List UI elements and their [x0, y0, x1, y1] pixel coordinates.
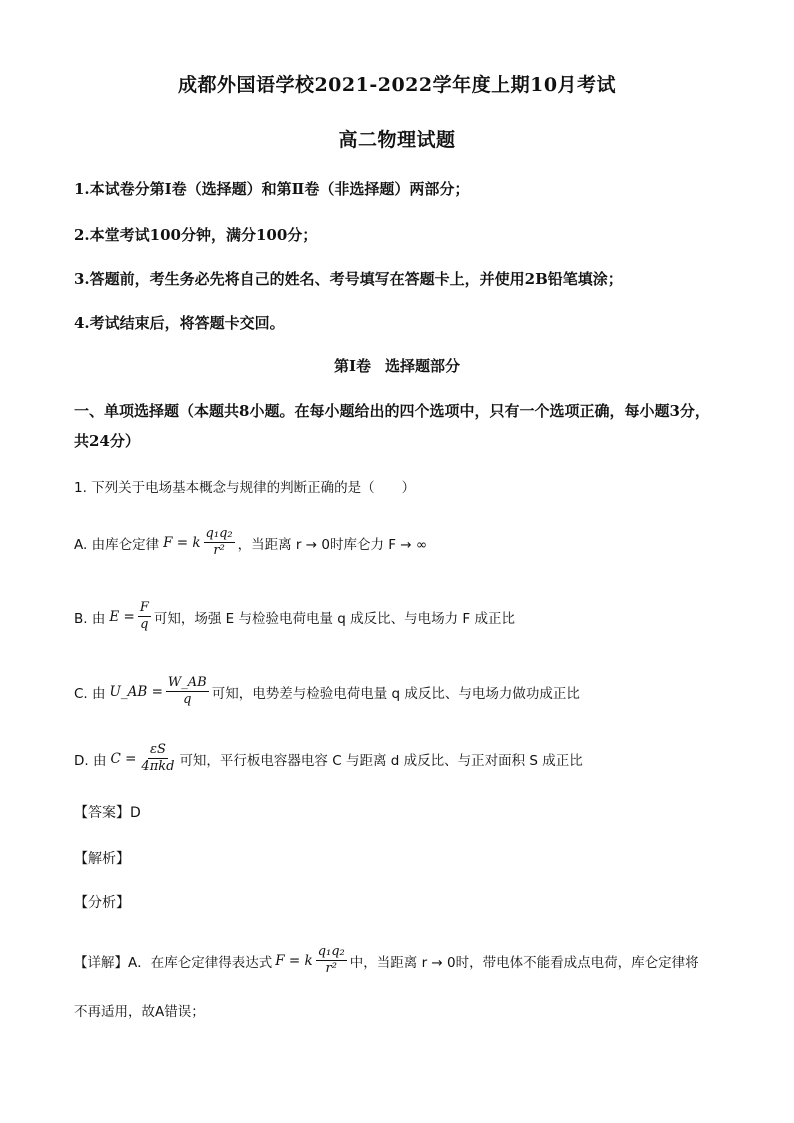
- detail-line-2: 不再适用，故A错误；: [74, 1004, 205, 1020]
- option-a-numerator: q₁q₂: [205, 526, 233, 541]
- option-a-formula-lhs: F = k: [163, 534, 201, 551]
- detail-line-1: [74, 944, 734, 977]
- exam-subtitle: 高二物理试题: [338, 129, 456, 151]
- option-d-prefix: D. 由: [74, 752, 107, 769]
- option-d: [74, 742, 583, 775]
- note-4: 4.考试结束后，将答题卡交回。: [74, 314, 285, 332]
- option-d-numerator: εS: [149, 742, 166, 757]
- answer-value: D: [130, 805, 141, 821]
- detail-text-after: 中，当距离 r → 0时，带电体不能看成点电荷，库仑定律将: [349, 954, 699, 971]
- question-1-stem: 1. 下列关于电场基本概念与规律的判断正确的是（ ）: [74, 480, 416, 496]
- part-heading: 一、单项选择题（本题共8小题。在每小题给出的四个选项中，只有一个选项正确，每小题3分，共24分）: [74, 402, 710, 450]
- option-c: [74, 675, 580, 708]
- option-b-prefix: B. 由: [74, 610, 106, 627]
- answer-label: 【答案】: [74, 805, 130, 821]
- detail-label: 【详解】: [74, 954, 128, 971]
- option-a: [74, 526, 427, 559]
- detail-text-before: A．在库仑定律得表达式: [128, 954, 273, 971]
- detail-formula-lhs: F = k: [275, 952, 313, 969]
- option-d-formula-lhs: C =: [110, 750, 137, 767]
- option-c-text: 可知，电势差与检验电荷电量 q 成反比、与电场力做功成正比: [211, 685, 580, 702]
- analysis-sub-label: 【分析】: [74, 895, 130, 911]
- option-d-text: 可知，平行板电容器电容 C 与距离 d 成反比、与正对面积 S 成正比: [179, 752, 583, 769]
- option-c-numerator: W_AB: [167, 675, 207, 690]
- option-d-fraction: [139, 742, 176, 775]
- section-part: 第Ⅰ卷: [333, 357, 371, 375]
- section-heading: [0, 355, 794, 376]
- section-name: 选择题部分: [385, 357, 461, 375]
- option-a-denominator: r²: [213, 543, 225, 558]
- option-d-denominator: 4πkd: [141, 759, 175, 774]
- option-a-fraction: [204, 526, 235, 559]
- option-b-formula-lhs: E =: [109, 608, 135, 625]
- option-c-formula-lhs: U_AB =: [109, 683, 163, 700]
- option-b: [74, 600, 515, 633]
- detail-denominator: r²: [325, 961, 337, 976]
- option-b-numerator: F: [139, 600, 149, 615]
- answer-line: [74, 802, 141, 822]
- option-c-denominator: q: [183, 692, 192, 707]
- option-a-prefix: A. 由库仑定律: [74, 536, 160, 553]
- option-b-text: 可知，场强 E 与检验电荷电量 q 成反比、与电场力 F 成正比: [153, 610, 515, 627]
- note-2: 2.本堂考试100分钟，满分100分；: [74, 226, 318, 244]
- note-3: 3.答题前，考生务必先将自己的姓名、考号填写在答题卡上，并使用2B铅笔填涂；: [74, 270, 623, 288]
- detail-numerator: q₁q₂: [317, 944, 345, 959]
- analysis-label: 【解析】: [74, 851, 130, 867]
- option-b-denominator: q: [140, 617, 149, 632]
- option-c-fraction: [166, 675, 209, 708]
- exam-title: 成都外国语学校2021-2022学年度上期10月考试: [177, 74, 617, 96]
- option-b-fraction: [138, 600, 151, 633]
- note-1: 1.本试卷分第Ⅰ卷（选择题）和第Ⅱ卷（非选择题）两部分；: [74, 180, 470, 198]
- option-a-text: ，当距离 r → 0时库仑力 F → ∞: [237, 536, 428, 553]
- option-c-prefix: C. 由: [74, 685, 106, 702]
- detail-fraction: [316, 944, 347, 977]
